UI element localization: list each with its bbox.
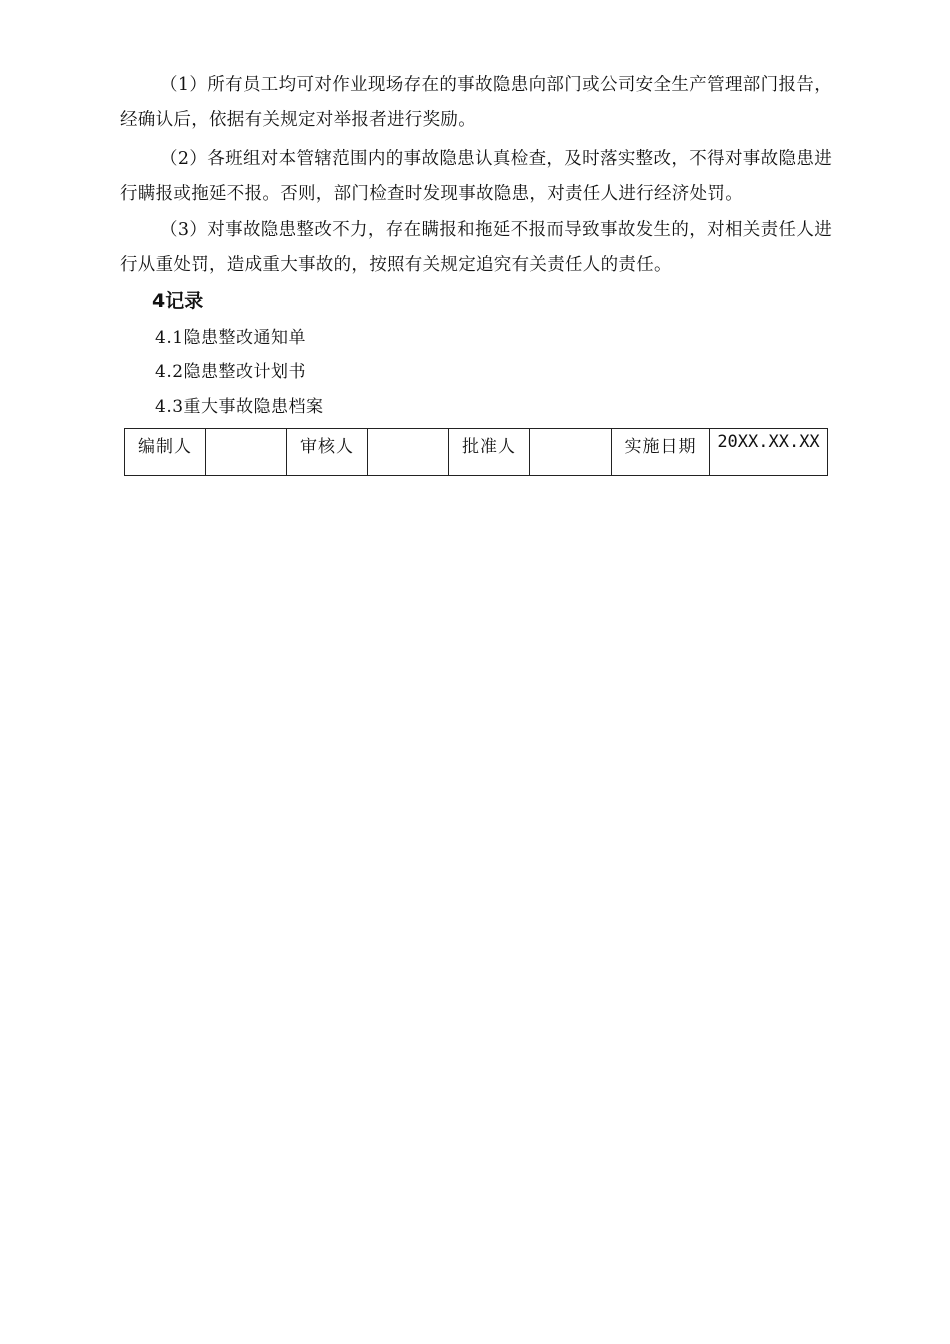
paragraph-employee-reporting [120,68,832,138]
compiler-value-cell [206,429,287,476]
paragraph-text: （3）对事故隐患整改不力，存在瞒报和拖延不报而导致事故发生的，对相关责任人进行从重处罚，造成重大事故的，按照有关规定追究有关责任人的责任。 [120,220,832,275]
paragraph-team-inspection [120,142,832,212]
paragraph-text: （2）各班组对本管辖范围内的事故隐患认真检查，及时落实整改，不得对事故隐患进行瞒报或拖延不报。否则，部门检查时发现事故隐患，对责任人进行经济处罚。 [120,149,832,204]
compiler-label: 编制人 [125,429,206,476]
section-heading-records: 4记录 [152,290,204,312]
approver-label: 批准人 [449,429,530,476]
record-item-major-hazard-archive: 4.3重大事故隐患档案 [155,397,324,417]
signature-row [125,429,828,476]
implementation-date-value: 20XX.XX.XX [710,429,828,476]
signature-table [124,428,828,476]
reviewer-value-cell [368,429,449,476]
record-item-rectification-plan: 4.2隐患整改计划书 [155,362,307,382]
reviewer-label: 审核人 [287,429,368,476]
record-item-rectification-notice: 4.1隐患整改通知单 [155,328,307,348]
paragraph-text: （1）所有员工均可对作业现场存在的事故隐患向部门或公司安全生产管理部门报告，经确认后，依据有关规定对举报者进行奖励。 [120,75,832,130]
paragraph-penalty [120,213,832,283]
approver-value-cell [530,429,612,476]
implementation-date-label: 实施日期 [612,429,710,476]
